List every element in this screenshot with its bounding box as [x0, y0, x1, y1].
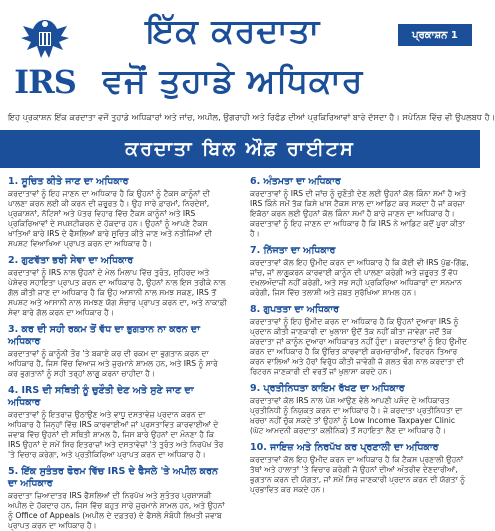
title-line-2: ਵਜੋਂ ਤੁਹਾਡੇ ਅਧਿਕਾਰ	[102, 61, 364, 100]
header	[0, 0, 495, 148]
section-title: 4. IRS ਦੀ ਸਥਿਤੀ ਨੂੰ ਚੁਣੌਤੀ ਦੇਣ ਅਤੇ ਸੁਣੇ ਜਾਣ ਦਾ ਅਧਿਕਾਰ	[8, 385, 194, 408]
right-section-9	[250, 383, 470, 436]
section-title: 9. ਪ੍ਰਤੀਨਿਧਤਾ ਕਾਇਮ ਰੱਖਣ ਦਾ ਅਧਿਕਾਰ	[250, 383, 405, 394]
section-banner	[0, 130, 480, 168]
section-body: ਕਰਦਾਤਾਵਾਂ ਕੋਲ IRS ਨਾਲ ਪੇਸ਼ ਆਉਣ ਵੇਲੇ ਆਪਣੀ ਪਸੰਦ ਦੇ ਅਧਿਕਾਰਤ ਪ੍ਰਤੀਨਿਧੀ ਨੂੰ ਨਿਯੁਕਤ ਕਰਨ ਦਾ ਅਧਿਕਾਰ ਹੈ। ਜੇ ਕਰਦਾਤਾ ਪ੍ਰਤੀਨਿਧਤਾ ਦਾ ਖ਼ਰਚਾ ਨਹੀਂ ਚੁੱਕ ਸਕਦੇ ਤਾਂ ਉਹਨਾਂ ਨੂੰ Low Income Taxpayer Clinic (ਘੱਟ ਆਮਦਨੀ ਕਰਦਾਤਾ ਕਲੀਨਿਕ) ਤੋਂ ਸਹਾਇਤਾ ਲੈਣ ਦਾ ਅਧਿਕਾਰ ਹੈ।	[250, 396, 463, 435]
section-title: 2. ਗੁਣਵੱਤਾ ਭਰੀ ਸੇਵਾ ਦਾ ਅਧਿਕਾਰ	[8, 255, 134, 266]
section-body: ਕਰਦਾਤਾਵਾਂ ਨੂੰ ਇਤਰਾਜ਼ ਉਠਾਉਣ ਅਤੇ ਵਾਧੂ ਦਸਤਾਵੇਜ਼ ਪ੍ਰਦਾਨ ਕਰਨ ਦਾ ਅਧਿਕਾਰ ਹੈ ਜਿਨ੍ਹਾਂ ਵਿੱਚ IRS ਕਾਰਵਾਈਆਂ ਜਾਂ ਪ੍ਰਸਤਾਵਿਤ ਕਾਰਵਾਈਆਂ ਦੇ ਜਵਾਬ ਵਿੱਚ ਉਹਨਾਂ ਦੀ ਸਥਿਤੀ ਸ਼ਾਮਲ ਹੈ, ਜਿਸ ਬਾਰੇ ਉਹਨਾਂ ਦਾ ਮੰਨਣਾ ਹੈ ਕਿ IRS ਉਹਨਾਂ ਦੇ ਸਮੇਂ ਸਿਰ ਇਤਰਾਜ਼ਾਂ ਅਤੇ ਦਸਤਾਵੇਜ਼ਾਂ 'ਤੇ ਤੁਰੰਤ ਅਤੇ ਨਿਰਪੱਖ ਤੌਰ 'ਤੇ ਵਿਚਾਰ ਕਰੇਗਾ, ਅਤੇ ਪ੍ਰਤੀਕਿਰਿਆ ਪ੍ਰਾਪਤ ਕਰਨ ਦਾ ਅਧਿਕਾਰ ਹੈ।	[8, 410, 224, 459]
title-line-1: ਇੱਕ ਕਰਦਾਤਾ	[145, 11, 321, 50]
right-column	[250, 176, 470, 494]
section-body: ਕਰਦਾਤਾਵਾਂ ਨੂੰ ਇਹ ਉਮੀਦ ਕਰਨ ਦਾ ਅਧਿਕਾਰ ਹੈ ਕਿ ਉਹਨਾਂ ਦੁਆਰਾ IRS ਨੂੰ ਪ੍ਰਦਾਨ ਕੀਤੀ ਜਾਣਕਾਰੀ ਦਾ ਖੁਲਾਸਾ ਉਦੋਂ ਤੱਕ ਨਹੀਂ ਕੀਤਾ ਜਾਵੇਗਾ ਜਦੋਂ ਤੱਕ ਕਰਦਾਤਾ ਜਾਂ ਕਾਨੂੰਨ ਦੁਆਰਾ ਅਧਿਕਾਰਤ ਨਹੀਂ ਹੁੰਦਾ। ਕਰਦਾਤਾਵਾਂ ਨੂੰ ਇਹ ਉਮੀਦ ਕਰਨ ਦਾ ਅਧਿਕਾਰ ਹੈ ਕਿ ਉਚਿਤ ਕਾਰਵਾਈ ਕਰਮਚਾਰੀਆਂ, ਰਿਟਰਨ ਤਿਆਰ ਕਰਨ ਵਾਲਿਆਂ ਅਤੇ ਹੋਰਾਂ ਵਿਰੁੱਧ ਕੀਤੀ ਜਾਵੇਗੀ ਜੋ ਗਲਤ ਢੰਗ ਨਾਲ ਕਰਦਾਤਾ ਦੀ ਰਿਟਰਨ ਜਾਣਕਾਰੀ ਦੀ ਵਰਤੋਂ ਜਾਂ ਖੁਲਾਸਾ ਕਰਦੇ ਹਨ।	[250, 317, 467, 376]
section-body: ਕਰਦਾਤਾਵਾਂ ਕੋਲ ਇਹ ਉਮੀਦ ਕਰਨ ਦਾ ਅਧਿਕਾਰ ਹੈ ਕਿ ਕੋਈ ਵੀ IRS ਪੁੱਛ-ਗਿੱਛ, ਜਾਂਚ, ਜਾਂ ਲਾਗੂਕਰਨ ਕਾਰਵਾਈ ਕਾਨੂੰਨ ਦੀ ਪਾਲਣਾ ਕਰੇਗੀ ਅਤੇ ਜ਼ਰੂਰਤ ਤੋਂ ਵੱਧ ਦਖ਼ਲਅੰਦਾਜ਼ੀ ਨਹੀਂ ਕਰੇਗੀ, ਅਤੇ ਸਭ ਸਹੀ ਪ੍ਰਕਿਰਿਆ ਅਧਿਕਾਰਾਂ ਦਾ ਸਨਮਾਨ ਕਰੇਗੀ, ਜਿਸ ਵਿੱਚ ਤਲਾਸ਼ੀ ਅਤੇ ਜ਼ਬਤ ਸੁਰੱਖਿਆ ਸ਼ਾਮਲ ਹਨ।	[250, 258, 469, 297]
right-section-1	[8, 176, 228, 249]
irs-logo	[10, 14, 80, 100]
banner-title: ਕਰਦਾਤਾ ਬਿਲ ਔਫ਼ ਰਾਈਟਸ	[125, 138, 355, 160]
section-title: 10. ਜਾਇਜ਼ ਅਤੇ ਨਿਰਪੱਖ ਕਰ ਪ੍ਰਣਾਲੀ ਦਾ ਅਧਿਕਾਰ	[250, 442, 439, 453]
section-body: ਕਰਦਾਤਾਵਾਂ ਕੋਲ ਇਹ ਉਮੀਦ ਕਰਨ ਦਾ ਅਧਿਕਾਰ ਹੈ ਕਿ ਟੈਕਸ ਪ੍ਰਣਾਲੀ ਉਹਨਾਂ ਤੱਥਾਂ ਅਤੇ ਹਾਲਾਤਾਂ 'ਤੇ ਵਿਚਾਰ ਕਰੇਗੀ ਜੋ ਉਹਨਾਂ ਦੀਆਂ ਅੰਤਰੀਵ ਦੇਣਦਾਰੀਆਂ, ਭੁਗਤਾਨ ਕਰਨ ਦੀ ਯੋਗਤਾ, ਜਾਂ ਸਮੇਂ ਸਿਰ ਜਾਣਕਾਰੀ ਪ੍ਰਦਾਨ ਕਰਨ ਦੀ ਯੋਗਤਾ ਨੂੰ ਪ੍ਰਭਾਵਿਤ ਕਰ ਸਕਦੇ ਹਨ।	[250, 455, 466, 494]
right-section-2	[8, 255, 228, 318]
section-body: ਕਰਦਾਤਾਵਾਂ ਨੂੰ IRS ਨਾਲ ਉਹਨਾਂ ਦੇ ਮੇਲ ਮਿਲਾਪ ਵਿੱਚ ਤੁਰੰਤ, ਸੁਹਿਰਦ ਅਤੇ ਪੇਸ਼ੇਵਰ ਸਹਾਇਤਾ ਪ੍ਰਾਪਤ ਕਰਨ ਦਾ ਅਧਿਕਾਰ ਹੈ, ਉਹਨਾਂ ਨਾਲ ਇਸ ਤਰੀਕੇ ਨਾਲ ਗੱਲ ਕੀਤੀ ਜਾਣ ਦਾ ਅਧਿਕਾਰ ਹੈ ਕਿ ਉਹ ਆਸਾਨੀ ਨਾਲ ਸਮਝ ਸਕਣ, IRS ਤੋਂ ਸਪਸ਼ਟ ਅਤੇ ਆਸਾਨੀ ਨਾਲ ਸਮਝਣ ਯੋਗ ਸੰਚਾਰ ਪ੍ਰਾਪਤ ਕਰਨ ਦਾ, ਅਤੇ ਨਾਕਾਫ਼ੀ ਸੇਵਾ ਬਾਰੇ ਗੱਲ ਕਰਨ ਦਾ ਅਧਿਕਾਰ ਹੈ।	[8, 268, 227, 317]
right-section-5	[8, 466, 228, 531]
right-section-10	[250, 442, 470, 495]
publication-badge: ਪ੍ਰਕਾਸ਼ਨ 1	[398, 24, 472, 46]
section-title: 5. ਇੱਕ ਸੁਤੰਤਰ ਫੋਰਮ ਵਿੱਚ IRS ਦੇ ਫੈਸਲੇ 'ਤੇ ਅਪੀਲ ਕਰਨ ਦਾ ਅਧਿਕਾਰ	[8, 466, 218, 489]
section-title: 1. ਸੂਚਿਤ ਕੀਤੇ ਜਾਣ ਦਾ ਅਧਿਕਾਰ	[8, 176, 129, 187]
document-title	[88, 6, 378, 106]
irs-logo-text: IRS	[14, 63, 76, 101]
section-body: ਕਰਦਾਤਾਵਾਂ ਨੂੰ ਇਹ ਜਾਣਨ ਦਾ ਅਧਿਕਾਰ ਹੈ ਕਿ ਉਹਨਾਂ ਨੂੰ ਟੈਕਸ ਕਾਨੂੰਨਾਂ ਦੀ ਪਾਲਣਾ ਕਰਨ ਲਈ ਕੀ ਕਰਨ ਦੀ ਜ਼ਰੂਰਤ ਹੈ। ਉਹ ਸਾਰੇ ਫ਼ਾਰਮਾਂ, ਨਿਰਦੇਸ਼ਾਂ, ਪ੍ਰਕਾਸ਼ਨਾਂ, ਨੋਟਿਸਾਂ ਅਤੇ ਪੱਤਰ ਵਿਹਾਰ ਵਿੱਚ ਟੈਕਸ ਕਾਨੂੰਨਾਂ ਅਤੇ IRS ਪ੍ਰਕਿਰਿਆਵਾਂ ਦੇ ਸਪਸ਼ਟੀਕਰਨ ਦੇ ਹੱਕਦਾਰ ਹਨ। ਉਹਨਾਂ ਨੂੰ ਆਪਣੇ ਟੈਕਸ ਖਾਤਿਆਂ ਬਾਰੇ IRS ਦੇ ਫੈਸਲਿਆਂ ਬਾਰੇ ਸੂਚਿਤ ਕੀਤੇ ਜਾਣ ਅਤੇ ਨਤੀਜਿਆਂ ਦੀ ਸਪਸ਼ਟ ਵਿਆਖਿਆ ਪ੍ਰਾਪਤ ਕਰਨ ਦਾ ਅਧਿਕਾਰ ਹੈ।	[8, 189, 212, 248]
section-title: 6. ਅੰਤਮਤਾ ਦਾ ਅਧਿਕਾਰ	[250, 176, 341, 187]
right-section-4	[8, 385, 228, 460]
section-body: ਕਰਦਾਤਾਵਾਂ ਨੂੰ ਕਾਨੂੰਨੀ ਤੌਰ 'ਤੇ ਬਕਾਏ ਕਰ ਦੀ ਰਕਮ ਦਾ ਭੁਗਤਾਨ ਕਰਨ ਦਾ ਅਧਿਕਾਰ ਹੈ, ਜਿਸ ਵਿੱਚ ਵਿਆਜ ਅਤੇ ਜੁਰਮਾਨੇ ਸ਼ਾਮਲ ਹਨ, ਅਤੇ IRS ਨੂੰ ਸਾਰੇ ਕਰ ਭੁਗਤਾਨਾਂ ਨੂੰ ਸਹੀ ਤਰ੍ਹਾਂ ਲਾਗੂ ਕਰਨਾ ਚਾਹੀਦਾ ਹੈ।	[8, 349, 218, 378]
rights-columns	[8, 176, 472, 530]
left-column	[8, 176, 228, 530]
section-title: 3. ਕਰ ਦੀ ਸਹੀ ਰਕਮ ਤੋਂ ਵੱਧ ਦਾ ਭੁਗਤਾਨ ਨਾ ਕਰਨ ਦਾ ਅਧਿਕਾਰ	[8, 324, 200, 347]
section-title: 8. ਗੁਪਤਤਾ ਦਾ ਅਧਿਕਾਰ	[250, 304, 340, 315]
right-section-6	[250, 176, 470, 239]
section-title: 7. ਨਿੱਜਤਾ ਦਾ ਅਧਿਕਾਰ	[250, 245, 336, 256]
eagle-icon	[17, 14, 73, 64]
section-body: ਕਰਦਾਤਾ ਜ਼ਿਆਦਾਤਰ IRS ਫੈਸਲਿਆਂ ਦੀ ਨਿਰਪੱਖ ਅਤੇ ਸੁਤੰਤਰ ਪ੍ਰਸ਼ਾਸਕੀ ਅਪੀਲ ਦੇ ਹੱਕਦਾਰ ਹਨ, ਜਿਸ ਵਿੱਚ ਬਹੁਤ ਸਾਰੇ ਜੁਰਮਾਨੇ ਸ਼ਾਮਲ ਹਨ, ਅਤੇ ਉਹਨਾਂ ਨੂੰ Office of Appeals (ਅਪੀਲ ਦੇ ਦਫ਼ਤਰ) ਦੇ ਫੈਸਲੇ ਸੰਬੰਧੀ ਲਿਖਤੀ ਜਵਾਬ ਪ੍ਰਾਪਤ ਕਰਨ ਦਾ ਅਧਿਕਾਰ ਹੈ।	[8, 491, 225, 530]
right-section-3	[8, 324, 228, 379]
right-section-7	[250, 245, 470, 298]
section-body: ਕਰਦਾਤਾਵਾਂ ਨੂੰ IRS ਦੀ ਜਾਂਚ ਨੂੰ ਚੁਣੌਤੀ ਦੇਣ ਲਈ ਉਹਨਾਂ ਕੋਲ ਕਿੰਨਾ ਸਮਾਂ ਹੈ ਅਤੇ IRS ਕਿੰਨੇ ਸਮੇਂ ਤੱਕ ਕਿਸੇ ਖ਼ਾਸ ਟੈਕਸ ਸਾਲ ਦਾ ਆਡਿਟ ਕਰ ਸਕਦਾ ਹੈ ਜਾਂ ਕਰਜ਼ਾ ਇਕੱਠਾ ਕਰਨ ਲਈ ਉਹਨਾਂ ਕੋਲ ਕਿੰਨਾ ਸਮਾਂ ਹੈ ਬਾਰੇ ਜਾਣਨ ਦਾ ਅਧਿਕਾਰ ਹੈ। ਕਰਦਾਤਾਵਾਂ ਨੂੰ ਇਹ ਜਾਣਨ ਦਾ ਅਧਿਕਾਰ ਹੈ ਕਿ IRS ਨੇ ਆਡਿਟ ਕਦੋਂ ਪੂਰਾ ਕੀਤਾ ਹੈ।	[250, 189, 467, 238]
intro-text: ਇਹ ਪ੍ਰਕਾਸ਼ਨ ਇੱਕ ਕਰਦਾਤਾ ਵਜੋਂ ਤੁਹਾਡੇ ਅਧਿਕਾਰਾਂ ਅਤੇ ਜਾਂਚ, ਅਪੀਲ, ਉਗਰਾਹੀ ਅਤੇ ਰਿਫੰਡ ਦੀਆਂ ਪ੍ਰਕਿਰਿਆਵਾਂ ਬਾਰੇ ਦੱਸਦਾ ਹੈ। ਸਪੇਨਿਸ਼ ਵਿੱਚ ਵੀ ਉਪਲਬਧ ਹੈ।	[8, 112, 495, 122]
right-section-8	[250, 304, 470, 377]
